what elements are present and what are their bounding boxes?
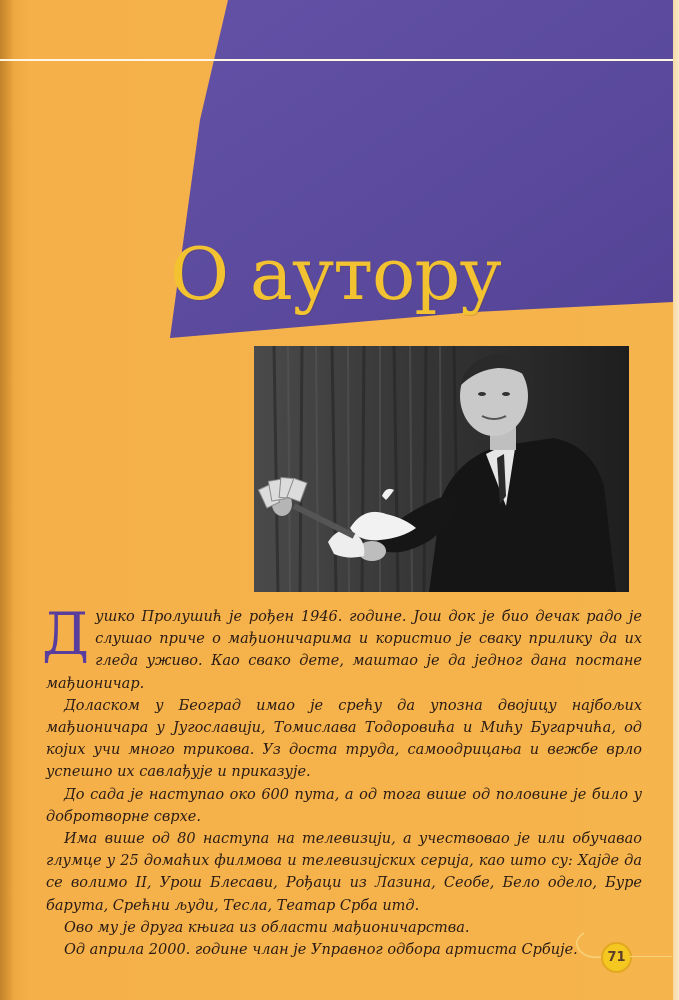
page-edge <box>673 0 679 1000</box>
bio-paragraph-3: До сада је наступао око 600 пута, а од тога више од половине је било у добротворне сврхе. <box>46 786 642 825</box>
page-number-rule <box>630 956 672 957</box>
bio-paragraph-1 <box>42 600 642 695</box>
bio-paragraph-5: Ово му је друга књига из области мађионичарства. <box>64 919 470 936</box>
drop-cap-letter: Д <box>42 600 90 668</box>
author-biography <box>42 600 642 961</box>
bio-paragraph-2: Доласком у Београд имао је срећу да упозна двојицу најбољих мађионичара у Југославији, Томислава Тодоровића и Мићу Бугарчића, од којих учи много трикова. Уз доста труда, самоодрицања и вежбе врло успешно их савлађује и приказује. <box>46 697 642 781</box>
header-rule <box>0 59 679 61</box>
magician-with-doves-photo <box>254 346 629 592</box>
page-number: 71 <box>601 942 632 973</box>
author-photo <box>254 346 629 592</box>
bio-paragraph-4: Има више од 80 наступа на телевизији, а учествовао је или обучавао глумце у 25 домаћих филмова и телевизијских серија, као што су: Хајде да се волимо II, Урош Блесави, Рођаци из Лазина, Сеобе, Бело одело, Буре барута, Срећни људи, Тесла, Театар Срба итд. <box>46 831 642 914</box>
bio-paragraph-6: Од априла 2000. године члан је Управног одбора артиста Србије. <box>64 942 578 959</box>
page-title: О аутору <box>170 232 501 316</box>
bio-paragraph-1-text: ушко Пролушић је рођен 1946. године. Још док је био дечак радо је слушао приче о мађионичарима и користио је сваку прилику да их гледа уживо. Као свако дете, маштао је да једног дана постане мађионичар. <box>46 609 642 692</box>
